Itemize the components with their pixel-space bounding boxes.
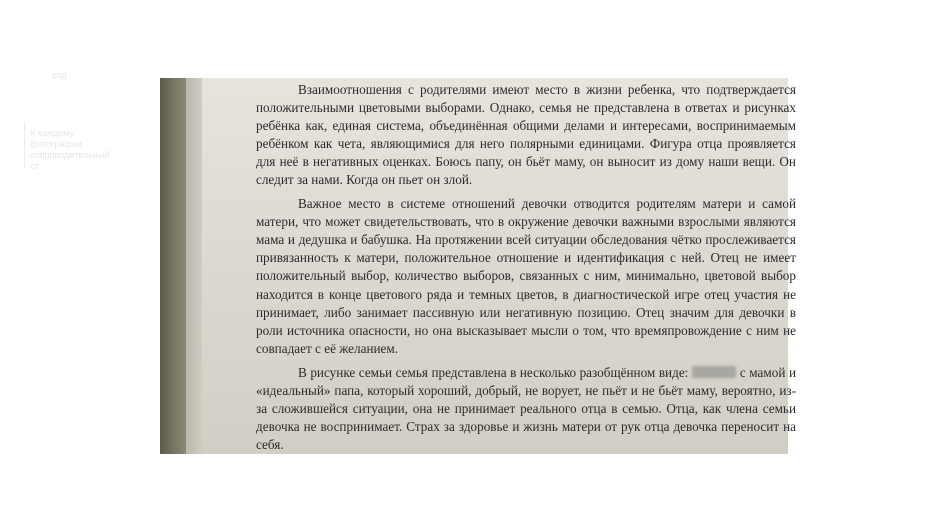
background-fragment-line: сопроводительный xyxy=(30,150,110,160)
background-fragment-line: ст xyxy=(30,161,39,171)
paragraph-1: Взаимоотношения с родителями имеют место в жизни ребенка, что подтверждается положительными цветовыми выборами. Однако, семья не представлена в ответах и рисунках ребёнка как, единая система, объединённая общими делами и интересами, воспринимаемым ребёнком как чета, являющимися для него полярными единицами. Фигура отца проявляется для неё в негативных оценках. Боюсь папу, он бьёт маму, он выносит из дому наши вещи. Он следит за нами. Когда он пьет он злой. xyxy=(256,82,796,188)
paragraph-3-lead: В рисунке семьи семья представлена в несколько разобщённом виде: xyxy=(298,364,689,380)
document-photo xyxy=(160,78,796,454)
paper-page xyxy=(202,78,796,454)
paragraph-3-body: с мамой и «идеальный» папа, который хороший, добрый, не ворует, не пьёт и не бьёт маму, вероятно, из-за сложившейся ситуации, она не принимает реального отца в семью. Отца, как члена семьи девочка не воспринимает. Страх за здоровье и жизнь матери от рук отца девочка переносит на себя. xyxy=(256,364,796,452)
background-fragment-lines xyxy=(30,128,140,172)
redacted-name xyxy=(692,366,736,378)
background-fragment-line: фотографии xyxy=(30,139,82,149)
page-edge xyxy=(186,78,202,454)
document-text xyxy=(256,81,796,454)
background-divider xyxy=(24,122,25,168)
paragraph-3 xyxy=(256,364,796,454)
binder-strip xyxy=(160,78,186,454)
background-fragment-line: К каждому xyxy=(30,128,74,138)
background-fragment-top: сод xyxy=(52,70,67,80)
paragraph-2: Важное место в системе отношений девочки отводится родителям матери и самой матери, что может свидетельствовать, что в окружение девочки важными взрослыми являются мама и дедушка и бабушка. На протяжении всей ситуации обследования чётко прослеживается привязанность к матери, положительное отношение и идентификация с ней. Отец не имеет положительный выбор, количество выборов, связанных с ним, минимально, цветовой выбор находится в конце цветового ряда и темных цветов, в диагностической игре отец участия не принимает, либо занимает пассивную или негативную позицию. Отец значим для девочки в роли источника опасности, но она высказывает мысли о том, что времяпровождение с ним не совпадает с её желанием. xyxy=(256,196,796,356)
